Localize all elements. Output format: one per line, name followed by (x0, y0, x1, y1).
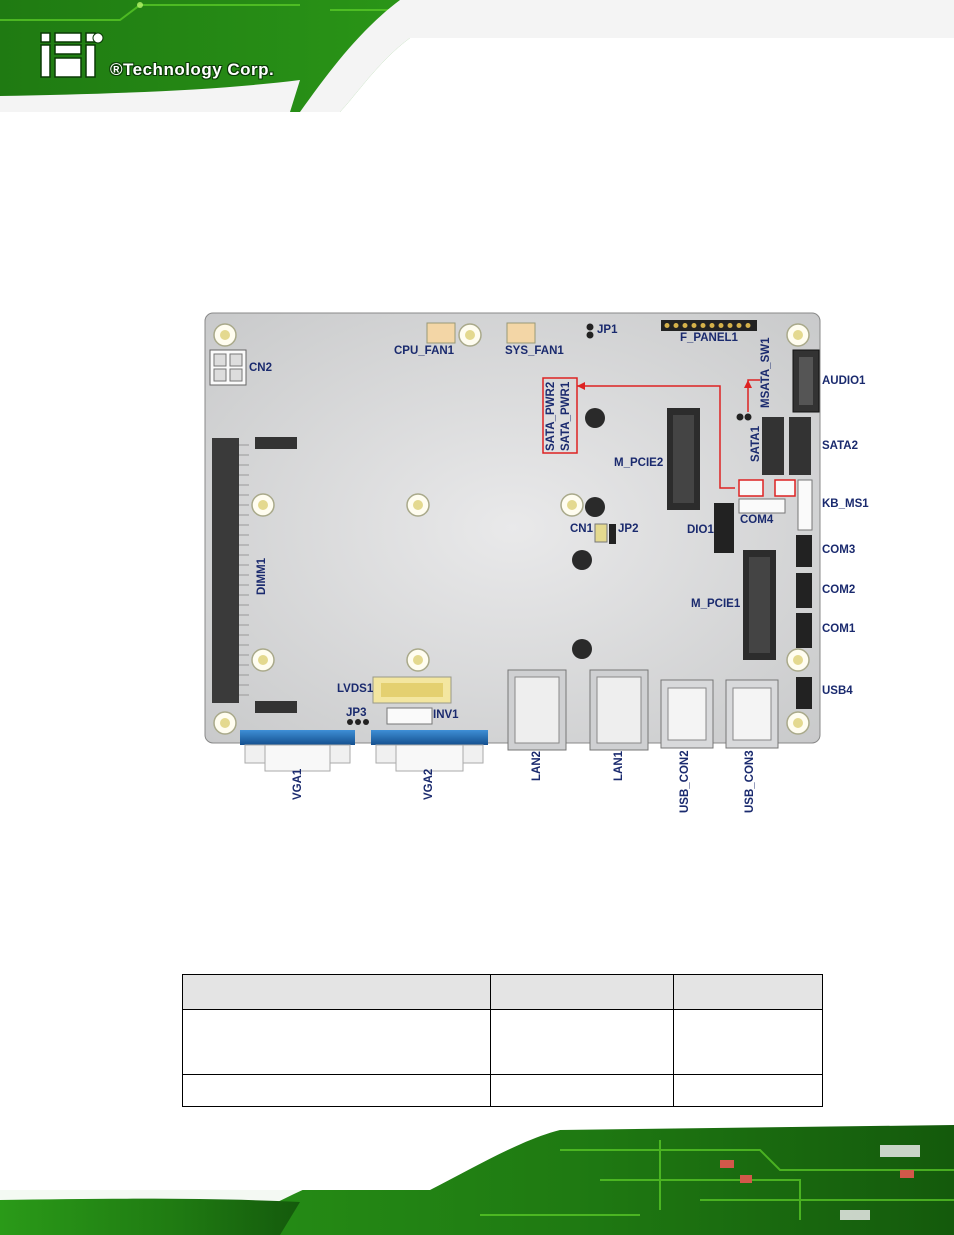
label-sata-pwr1: SATA_PWR1 (560, 381, 572, 451)
label-dio1: DIO1 (687, 524, 714, 536)
label-cpu-fan1: CPU_FAN1 (394, 345, 455, 357)
label-sata-pwr2: SATA_PWR2 (545, 381, 557, 451)
label-usb-con3: USB_CON3 (744, 750, 756, 813)
label-m-pcie1: M_PCIE1 (691, 598, 741, 610)
label-usb-con2: USB_CON2 (679, 750, 691, 813)
table-header-row (183, 975, 823, 1010)
label-cn1: CN1 (570, 523, 594, 535)
table-cell (183, 1010, 491, 1075)
footer-circuit-pattern (0, 1120, 954, 1235)
label-audio1: AUDIO1 (822, 375, 866, 387)
footer-banner (0, 1120, 954, 1235)
label-inv1: INV1 (433, 709, 459, 721)
label-com2: COM2 (822, 584, 856, 596)
label-com1: COM1 (822, 623, 856, 635)
table-cell (674, 1075, 823, 1107)
label-lvds1: LVDS1 (337, 683, 374, 695)
table-cell (183, 1075, 491, 1107)
label-jp1: JP1 (597, 324, 618, 336)
label-dimm1: DIMM1 (256, 557, 268, 595)
table-cell (674, 1010, 823, 1075)
label-jp2: JP2 (618, 523, 639, 535)
label-vga1: VGA1 (292, 768, 304, 800)
logo-tagline: ®Technology Corp. (110, 60, 275, 79)
label-lan2: LAN2 (531, 750, 543, 781)
table-cell (491, 975, 674, 1010)
label-usb4: USB4 (822, 685, 853, 697)
label-f-panel1: F_PANEL1 (680, 332, 738, 344)
label-jp3: JP3 (346, 707, 367, 719)
label-kb-ms1: KB_MS1 (822, 498, 869, 510)
label-cn2: CN2 (249, 362, 273, 374)
table-row (183, 1010, 823, 1075)
label-com3: COM3 (822, 544, 856, 556)
label-sata1: SATA1 (750, 426, 762, 462)
table-cell (674, 975, 823, 1010)
label-m-pcie2: M_PCIE2 (614, 457, 664, 469)
label-vga2: VGA2 (423, 768, 435, 800)
table-cell (491, 1075, 674, 1107)
label-sys-fan1: SYS_FAN1 (505, 345, 564, 357)
table-cell (491, 1010, 674, 1075)
label-com4: COM4 (740, 514, 774, 526)
label-lan1: LAN1 (613, 750, 625, 781)
table-cell (183, 975, 491, 1010)
table-row (183, 1075, 823, 1107)
header-banner (0, 0, 954, 112)
board-layout-diagram (195, 305, 895, 825)
label-msata-sw1: MSATA_SW1 (760, 337, 772, 408)
connector-table (182, 974, 823, 1107)
label-sata2: SATA2 (822, 440, 858, 452)
